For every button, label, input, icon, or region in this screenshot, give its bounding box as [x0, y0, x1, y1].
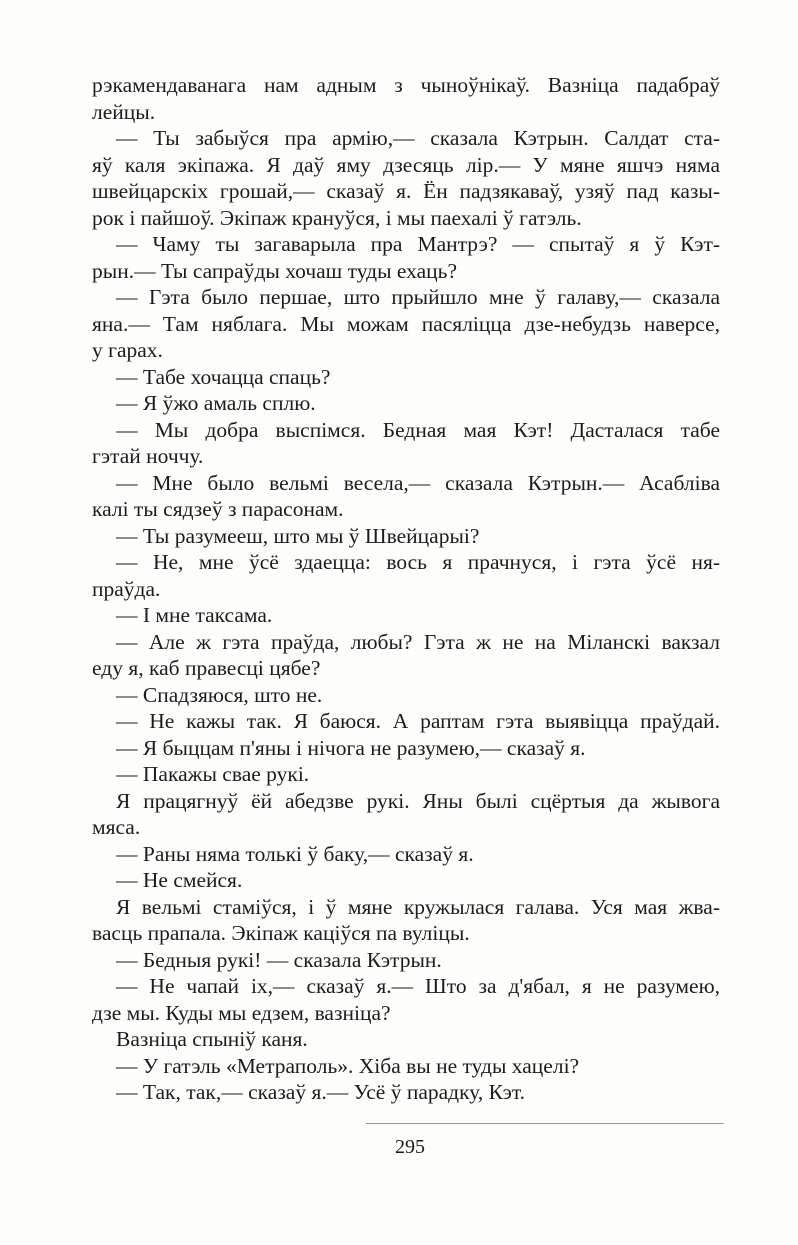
text-line: — Не кажы так. Я баюся. А раптам гэта выявіцца праўдай.: [116, 709, 720, 733]
text-line: васць прапала. Экіпаж каціўся па вуліцы.: [92, 921, 470, 945]
text-line: — Не, мне ўсё здаецца: вось я прачнуся, і гэта ўсё ня-: [116, 550, 720, 574]
body-text: [92, 72, 720, 1106]
text-line: еду я, каб правесці цябе?: [92, 656, 321, 680]
text-line: швейцарскіх грошай,— сказаў я. Ён падзякаваў, узяў пад казы-: [92, 179, 720, 203]
text-line: праўда.: [92, 576, 161, 601]
text-line: рэкамендаванага нам адным з чыноўнікаў. Вазніца падабраў: [92, 73, 720, 97]
text-line: — Спадзяюся, што не.: [116, 682, 323, 707]
text-line: — Мне было вельмі весела,— сказала Кэтрын.— Асабліва: [116, 470, 720, 495]
text-line: гэтай ноччу.: [92, 444, 204, 468]
text-line: рын.— Ты сапраўды хочаш туды ехаць?: [92, 258, 458, 283]
text-line: яў каля экіпажа. Я даў яму дзесяць лір.— У мяне яшчэ няма: [92, 152, 720, 177]
text-line: яна.— Там няблага. Мы можам пасяліцца дзе-небудзь наверсе,: [92, 311, 720, 336]
text-line: — Так, так,— сказаў я.— Усё ў парадку, Кэт.: [116, 1080, 526, 1104]
text-line: мяса.: [92, 815, 141, 839]
text-line: у гарах.: [92, 338, 163, 362]
page-number: 295: [395, 1136, 425, 1158]
text-line: — Бедныя рукі! — сказала Кэтрын.: [116, 947, 442, 972]
text-line: — У гатэль «Метраполь». Хіба вы не туды хацелі?: [116, 1053, 580, 1078]
text-line: — Чаму ты загаварыла пра Мантрэ? — спытаў я ў Кэт-: [116, 232, 720, 256]
text-line: Я вельмі стаміўся, і ў мяне кружылася галава. Уся мая жва-: [116, 894, 720, 919]
text-line: лейцы.: [92, 99, 156, 124]
text-line: — Не чапай іх,— сказаў я.— Што за д'ябал, я не разумею,: [116, 974, 720, 998]
text-line: — Ты разумееш, што мы ў Швейцарыі?: [116, 523, 480, 548]
text-line: Я працягнуў ёй абедзве рукі. Яны былі сцёртыя да жывога: [116, 788, 720, 813]
text-line: Вазніца спыніў каня.: [116, 1027, 308, 1051]
text-line: — І мне таксама.: [116, 603, 273, 627]
text-line: — Пакажы свае рукі.: [116, 762, 310, 786]
text-line: — Я ўжо амаль сплю.: [116, 391, 316, 415]
text-line: — Не смейся.: [116, 868, 243, 892]
text-line: дзе мы. Куды мы едзем, вазніца?: [92, 1000, 391, 1025]
text-line: — Табе хочацца спаць?: [116, 364, 331, 389]
text-line: калі ты сядзеў з парасонам.: [92, 497, 344, 521]
text-line: — Ты забыўся пра армію,— сказала Кэтрын. Салдат ста-: [116, 126, 720, 150]
text-line: — Але ж гэта праўда, любы? Гэта ж не на Міланскі вакзал: [116, 629, 720, 654]
footer-rule: [366, 1123, 724, 1124]
text-line: — Мы добра выспімся. Бедная мая Кэт! Дасталася табе: [116, 417, 720, 442]
text-line: — Раны няма толькі ў баку,— сказаў я.: [116, 841, 474, 866]
text-line: рок і пайшоў. Экіпаж крануўся, і мы паехалі ў гатэль.: [92, 205, 582, 230]
text-line: — Я быццам п'яны і нічога не разумею,— сказаў я.: [116, 735, 586, 760]
text-line: — Гэта было першае, што прыйшло мне ў галаву,— сказала: [116, 285, 720, 309]
